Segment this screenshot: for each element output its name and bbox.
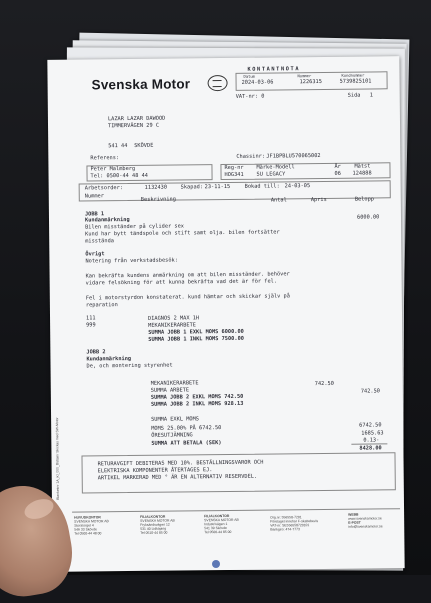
total-exkl-amount: 6742.50 — [359, 422, 382, 429]
doc-type: KONTANTNOTA — [247, 66, 301, 73]
footer-col-3: FILIALKONTOR SVENSKA MOTOR AB Industrivägen 1 541 39 Skövde Tel 0500-44 85 00 — [204, 513, 239, 535]
customer-street: TIMMERVÄGEN 29 C — [107, 122, 160, 130]
order-booked-label: Bokad till: — [244, 183, 280, 190]
diag-line-1: DIAGNOS 2 MAX 1H — [148, 315, 200, 322]
col-belopp: Belopp — [354, 196, 374, 203]
page-number: 1 — [369, 92, 373, 99]
side-form-number: Blankettnr 1A_Kl_000_ffrdtalnr Skickas med SW-Motor — [55, 417, 60, 500]
job1-remark-2: Kund har bytt tändspole och stift samt olja. bilen fortsätter — [85, 229, 280, 238]
job2-summa-arbete-amount: 742.50 — [360, 388, 380, 395]
invoice-number: 1226315 — [299, 78, 322, 86]
vehicle-model: SU LEGACY — [256, 171, 286, 178]
footer-col-5: WEBB www.svenskamotor.se E-POST info@svenskamotor.se — [348, 512, 383, 529]
label-meter: Mätst — [354, 163, 371, 170]
note-p1-line1: Kan bekräfta kundens anmärkning om att bilen misständer. behöver — [85, 271, 290, 280]
job1-sum-exkl: SUMMA JOBB 1 EXKL MOMS 6000.00 — [148, 328, 244, 336]
stamp-mark — [212, 560, 220, 568]
reference-label: Referens: — [90, 155, 120, 162]
order-number: 1132430 — [144, 184, 168, 191]
job1-remark-1: Bilen misständer på cylider sex — [85, 223, 184, 231]
brand-logo-icon — [207, 75, 227, 91]
moms-amount: 1685.63 — [361, 430, 384, 437]
order-label: Arbetsorder: — [84, 185, 123, 192]
customer-city: SKÖVDE — [134, 142, 154, 149]
label-number: Nummer — [297, 73, 312, 79]
diag-line-2: MEKANIKERARBETE — [148, 322, 196, 329]
job2-sum-exkl: SUMMA JOBB 2 EXKL MOMS 742.50 — [150, 393, 244, 401]
contact-name: Peter Malmberg — [90, 165, 136, 173]
moms-label: MOMS 25.00% PÅ 6742.50 — [151, 425, 222, 432]
pay-label: SUMMA ATT BETALA (SEK) — [151, 440, 222, 447]
job1-title: JOBB 1 — [84, 211, 105, 218]
label-year: År — [334, 163, 341, 170]
customer-number: 5739825101 — [339, 78, 372, 85]
label-model: Märke-Modell — [256, 164, 295, 171]
notice-line-3: ARTIKEL MARKERAD MED ° ÄR EN ALTERNATIV RESERVDEL. — [97, 473, 258, 482]
vehicle-meter: 124888 — [352, 170, 372, 177]
job2-mek-amount: 742.50 — [314, 380, 334, 388]
rounding-label: ÖRESUTJÄMNING — [151, 432, 193, 439]
order-booked: 24-03-05 — [284, 183, 311, 190]
page-label: Sida — [347, 92, 361, 99]
op-code-2: 999 — [86, 322, 96, 329]
col-beskrivning: Beskrivning — [140, 196, 176, 203]
total-exkl-label: SUMMA EXKL MOMS — [151, 416, 199, 423]
pay-amount: 8428.00 — [359, 445, 382, 452]
notice-line-1: RETURAVGIFT DEBITERAS MED 10%. BESTÄLLNINGSVAROR OCH — [97, 459, 264, 468]
order-created-label: Skapad: — [180, 184, 204, 191]
job2-remark: De, och montering styrenhet — [86, 362, 173, 370]
vehicle-reg: HOG341 — [224, 171, 244, 179]
ovrigt-label: Övrigt — [85, 251, 105, 258]
customer-postcode: 541 44 — [108, 143, 128, 150]
note-p1-line2: vidare felsökning för att kunna bekräfta vad det är för fel. — [85, 278, 278, 287]
col-apris: Apris — [310, 196, 327, 204]
customer-name: LAZAR LAZAR DAWOOD — [107, 115, 166, 123]
col-antal: Antal — [270, 197, 287, 204]
notice-line-2: ELEKTRISKA KOMPONENTER ÅTERTAGES EJ. — [97, 467, 213, 475]
label-date: Datum — [243, 73, 255, 79]
ovrigt-text: Notering från verkstadsbesök: — [85, 257, 178, 265]
job1-kund-label: Kundanmärkning — [84, 217, 130, 224]
job1-remark-3: misstända — [85, 238, 114, 245]
brand-name: Svenska Motor — [91, 76, 191, 93]
footer-col-1: HUVUDKONTOR SVENSKA MOTOR AB Storatorget 4 546 33 Skövde Tel 0500-44 48 00 — [74, 515, 109, 536]
col-nummer: Nummer — [84, 193, 104, 200]
footer-col-2: FILIALKONTOR SVENSKA MOTOR AB Fryksändsvägen 12 531 40 Lidköping Tel 0510-44 85 00 — [140, 514, 175, 535]
rounding-amount: 0.13- — [363, 437, 380, 444]
order-created: 23-11-15 — [204, 183, 231, 191]
label-customer-no: Kundnummer — [341, 72, 365, 78]
vehicle-year: 06 — [334, 170, 341, 177]
vat-number: VAT-nr: 0 — [235, 93, 265, 100]
op-code-1: 111 — [86, 315, 96, 322]
chassis-number: JF1BPBLU570065002 — [266, 153, 321, 160]
total-rule — [351, 443, 387, 444]
invoice-date: 2024-03-06 — [241, 79, 274, 86]
job2-mek: MEKANIKERARBETE — [150, 380, 199, 387]
job2-kund-label: Kundanmärkning — [86, 355, 132, 363]
order-box — [79, 180, 391, 204]
footer-col-4: Org.nr: 556558-7201 Företaget innehar F-skattebevis VAT-nr: SE556558720101 Bankgiro: 474-7773 — [270, 515, 319, 532]
chassis-label: Chassinr: — [236, 153, 266, 160]
receipt-document — [47, 56, 404, 572]
label-reg: Reg-nr — [224, 164, 244, 172]
note-p2-line2: reparation — [85, 302, 118, 309]
contact-phone: Tel: 0500-44 48 44 — [90, 172, 148, 180]
job2-sum-inkl: SUMMA JOBB 2 INKL MOMS 928.13 — [150, 400, 244, 408]
job2-title: JOBB 2 — [86, 349, 106, 356]
job1-amount: 6000.00 — [356, 214, 380, 221]
job2-summa-arbete: SUMMA ARBETE — [150, 387, 190, 394]
job1-sum-inkl: SUMMA JOBB 1 INKL MOMS 7500.00 — [148, 335, 244, 343]
note-p2-line1: Fel i motorstyrdon konstaterat. kund hämtar och skickar själv på — [85, 293, 290, 302]
